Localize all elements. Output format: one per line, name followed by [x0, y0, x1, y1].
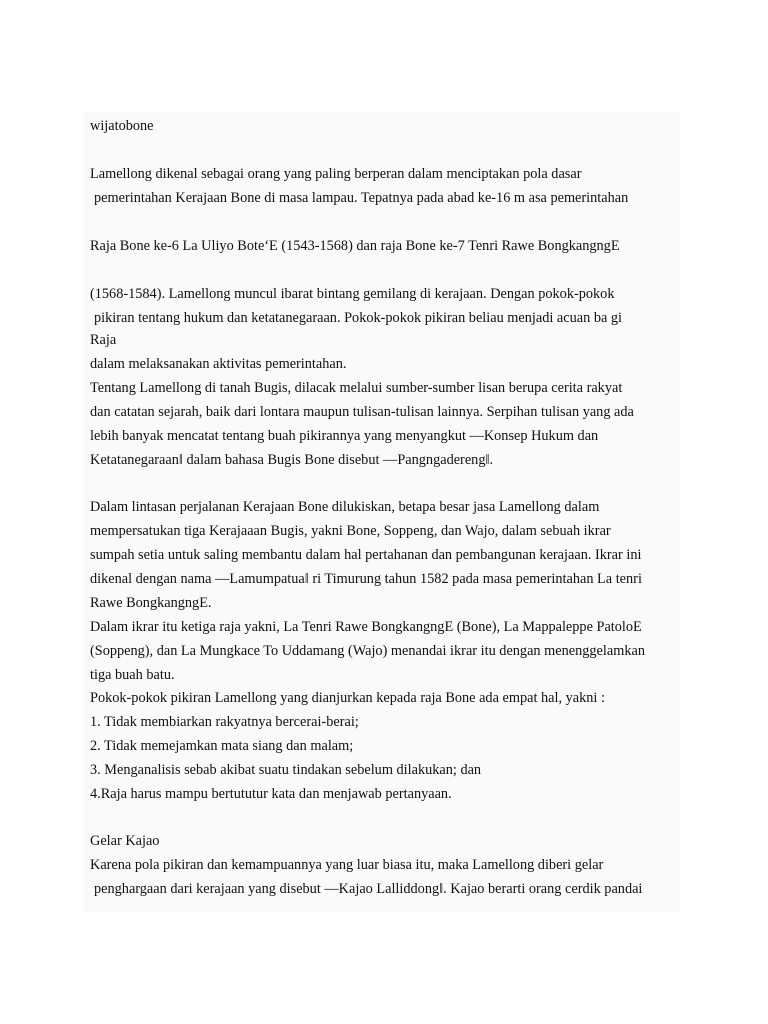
text-line: dan catatan sejarah, baik dari lontara maupun tulisan-tulisan lainnya. Serpihan tulisan yang ada	[90, 404, 634, 420]
list-item: 1. Tidak membiarkan rakyatnya bercerai-berai;	[90, 714, 359, 730]
document-heading: wijatobone	[90, 118, 154, 134]
list-item: 4.Raja harus mampu bertututur kata dan menjawab pertanyaan.	[90, 786, 452, 802]
text-line: Rawe BongkangngE.	[90, 595, 212, 611]
text-line: sumpah setia untuk saling membantu dalam hal pertahanan dan pembangunan kerajaan. Ikrar ini	[90, 547, 642, 563]
text-line: Ketatanegaraan‖ dalam bahasa Bugis Bone disebut ―Pangngadereng‖.	[90, 452, 494, 468]
text-line: pikiran tentang hukum dan ketatanegaraan. Pokok-pokok pikiran beliau menjadi acuan ba gi	[94, 310, 623, 326]
text-line: Raja Bone ke-6 La Uliyo Bote‘E (1543-1568) dan raja Bone ke-7 Tenri Rawe BongkangngE	[90, 238, 620, 254]
list-item: 3. Menganalisis sebab akibat suatu tindakan sebelum dilakukan; dan	[90, 762, 482, 778]
text-line: Dalam ikrar itu ketiga raja yakni, La Tenri Rawe BongkangngE (Bone), La Mappaleppe PatoloE	[90, 619, 642, 635]
text-line: Tentang Lamellong di tanah Bugis, dilacak melalui sumber-sumber lisan berupa cerita rakyat	[90, 380, 623, 396]
text-line: Lamellong dikenal sebagai orang yang paling berperan dalam menciptakan pola dasar	[90, 166, 582, 182]
text-line: penghargaan dari kerajaan yang disebut ―Kajao Lalliddong‖. Kajao berarti orang cerdik pandai	[94, 881, 643, 897]
text-line: Karena pola pikiran dan kemampuannya yang luar biasa itu, maka Lamellong diberi gelar	[90, 857, 604, 873]
text-line: dalam melaksanakan aktivitas pemerintahan.	[90, 356, 347, 372]
text-line: tiga buah batu.	[90, 667, 175, 683]
text-line: (Soppeng), dan La Mungkace To Uddamang (Wajo) menandai ikrar itu dengan menenggelamkan	[90, 643, 645, 659]
list-item: 2. Tidak memejamkan mata siang dan malam;	[90, 738, 354, 754]
text-line: mempersatukan tiga Kerajaaan Bugis, yakni Bone, Soppeng, dan Wajo, dalam sebuah ikrar	[90, 523, 611, 539]
text-line: Dalam lintasan perjalanan Kerajaan Bone dilukiskan, betapa besar jasa Lamellong dalam	[90, 499, 600, 515]
text-line: pemerintahan Kerajaan Bone di masa lampau. Tepatnya pada abad ke-16 m asa pemerintahan	[94, 190, 629, 206]
text-line: Raja	[90, 332, 117, 348]
text-line: dikenal dengan nama ―Lamumpatua‖ ri Timurung tahun 1582 pada masa pemerintahan La tenri	[90, 571, 642, 587]
section-heading: Gelar Kajao	[90, 833, 160, 849]
text-line: lebih banyak mencatat tentang buah pikirannya yang menyangkut ―Konsep Hukum dan	[90, 428, 599, 444]
text-line: Pokok-pokok pikiran Lamellong yang dianjurkan kepada raja Bone ada empat hal, yakni :	[90, 690, 605, 706]
text-line: (1568-1584). Lamellong muncul ibarat bintang gemilang di kerajaan. Dengan pokok-pokok	[90, 286, 615, 302]
